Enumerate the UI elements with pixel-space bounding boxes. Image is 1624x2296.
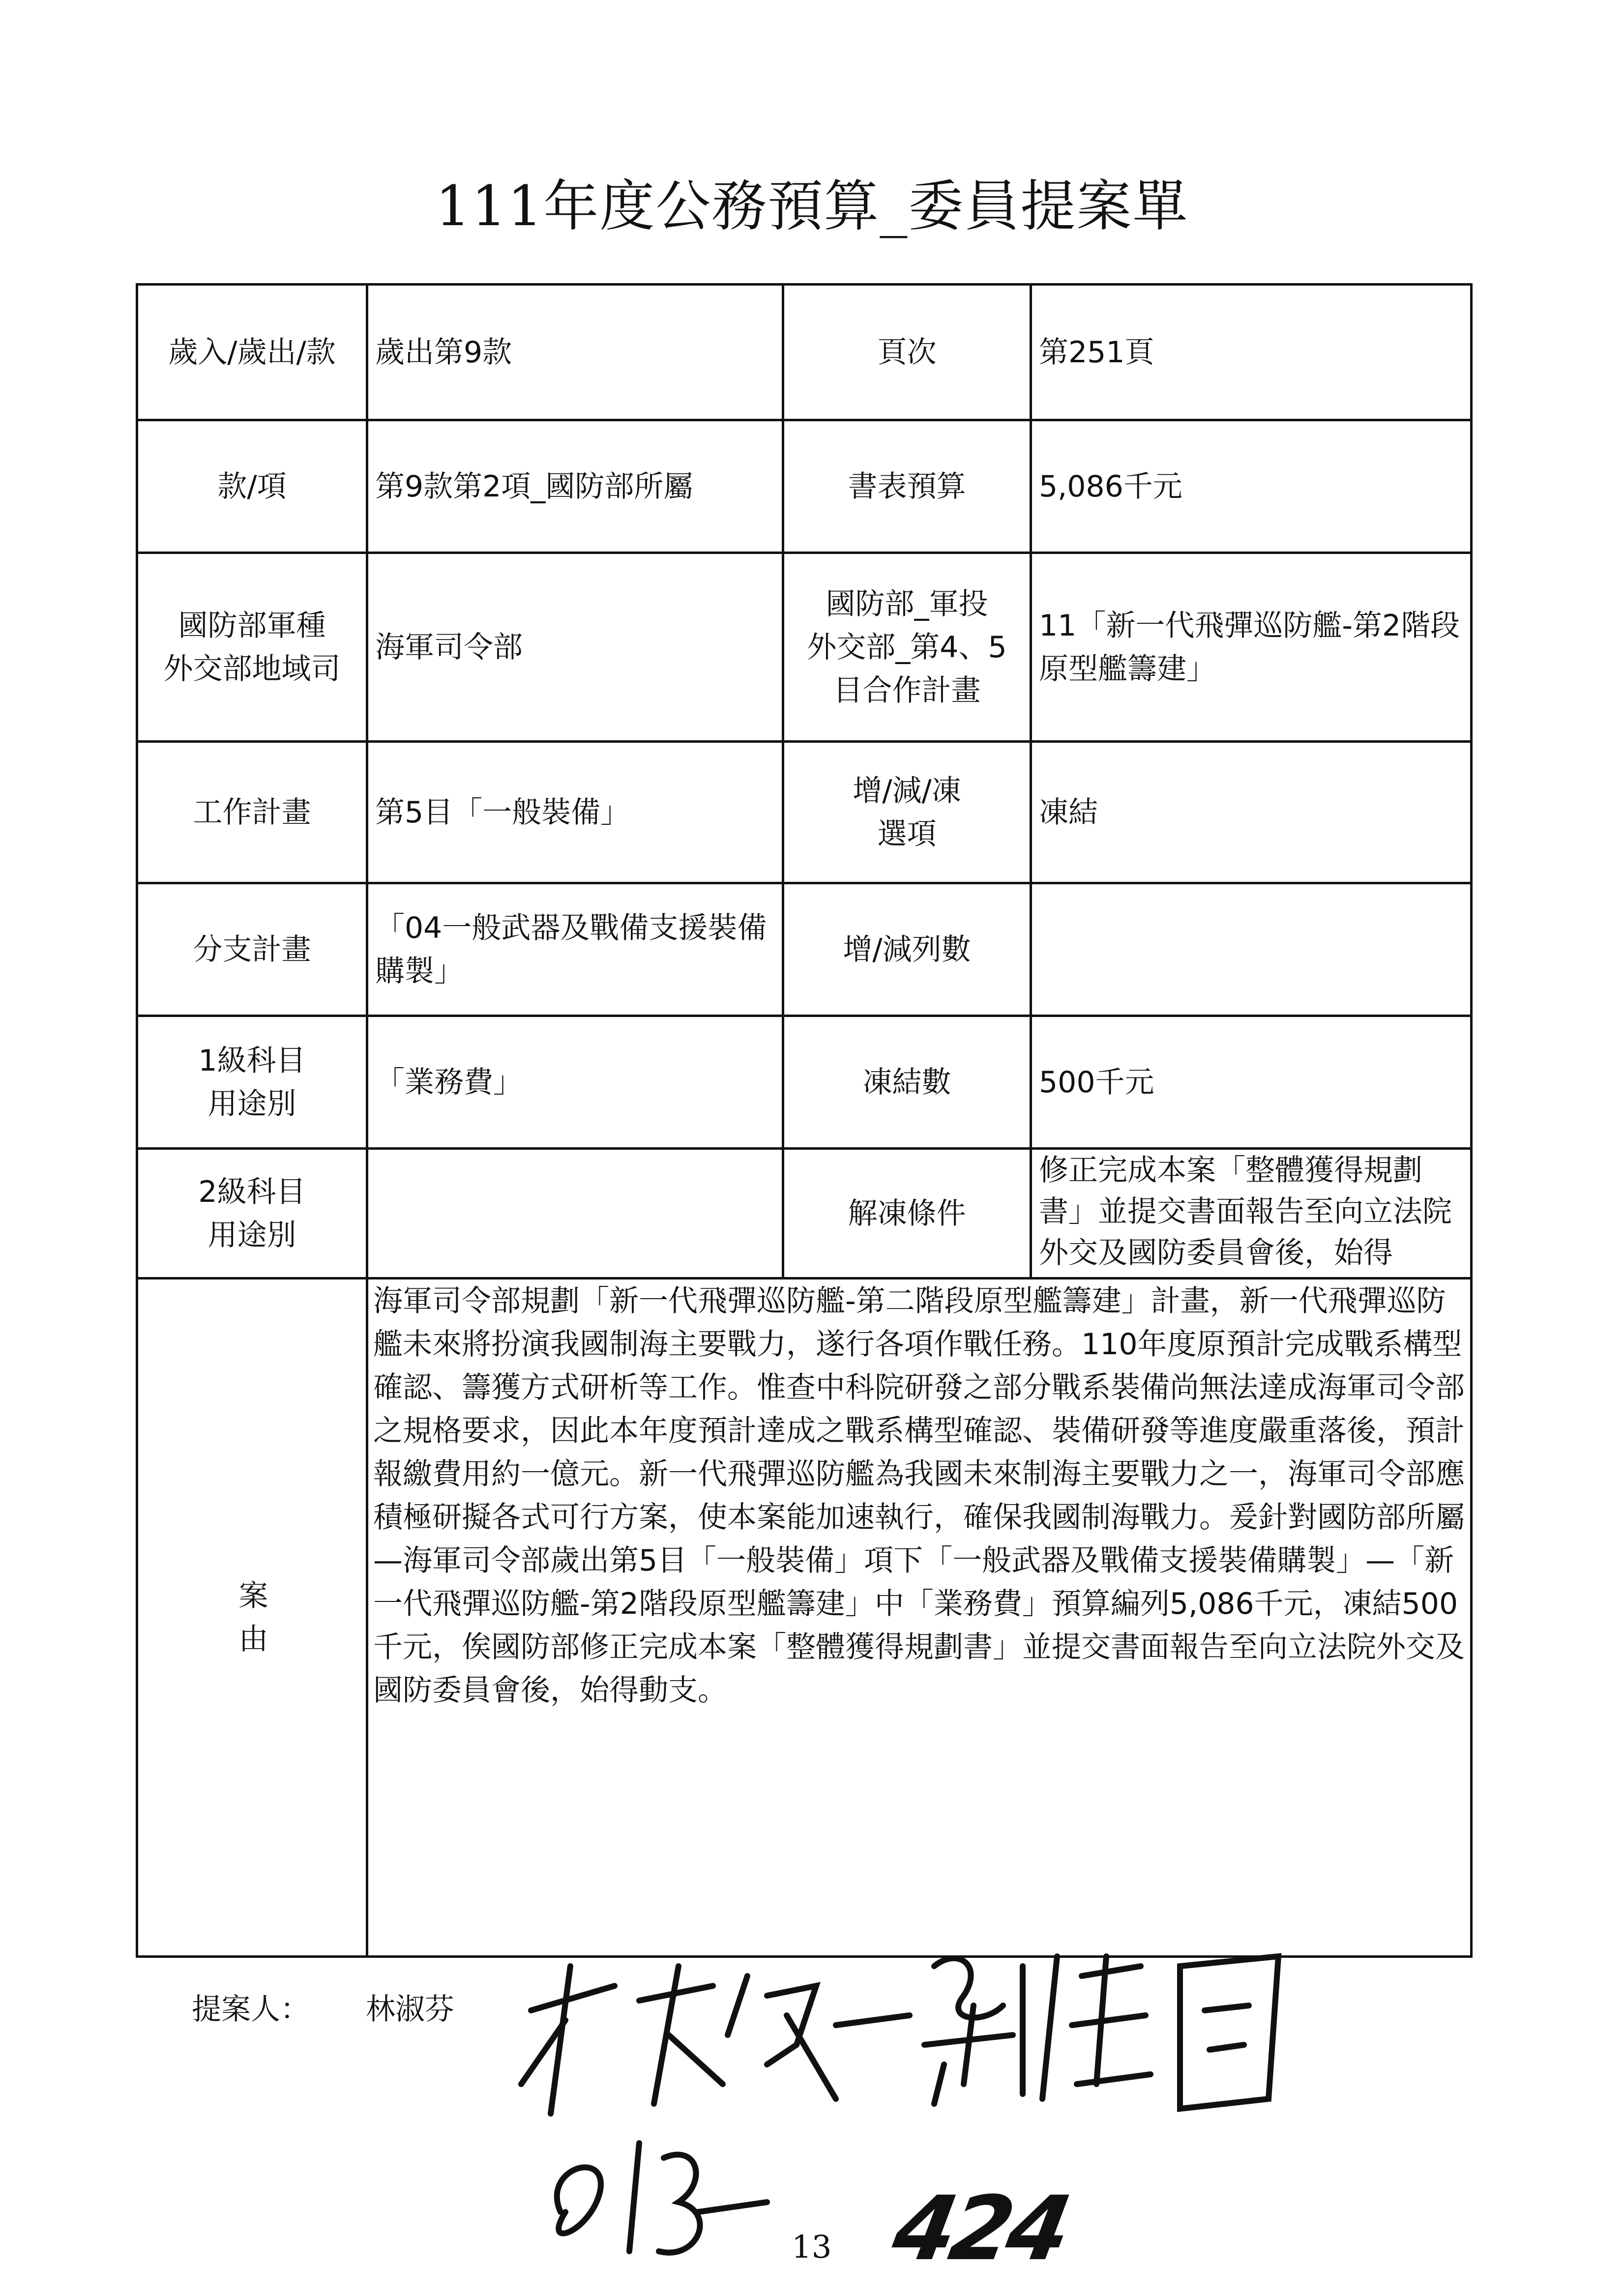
table-row — [137, 420, 1472, 553]
field-value: 第9款第2項_國防部所屬 — [367, 420, 783, 553]
page-title: 111年度公務預算_委員提案單 — [435, 174, 1189, 238]
table-row — [137, 742, 1472, 883]
field-label: 歲入/歲出/款 — [137, 285, 367, 420]
reason-row — [137, 1279, 1472, 1957]
proposer-name: 林淑芬 — [366, 1992, 454, 2027]
field-value: 11「新一代飛彈巡防艦-第2階段原型艦籌建」 — [1031, 553, 1472, 742]
field-label: 1級科目 用途別 — [137, 1016, 367, 1149]
field-value: 「業務費」 — [367, 1016, 783, 1149]
field-value: 修正完成本案「整體獲得規劃書」並提交書面報告至向立法院外交及國防委員會後，始得 — [1031, 1149, 1472, 1279]
field-value: 第5目「一般裝備」 — [367, 742, 783, 883]
reason-label: 案由 — [137, 1279, 367, 1957]
field-label: 分支計畫 — [137, 883, 367, 1016]
reason-text: 海軍司令部規劃「新一代飛彈巡防艦-第二階段原型艦籌建」計畫，新一代飛彈巡防艦未來將扮演我國制海主要戰力，遂行各項作戰任務。110年度原預計完成戰系構型確認、籌獲方式研析等工作。惟查中科院研發之部分戰系裝備尚無法達成海軍司令部之規格要求，因此本年度預計達成之戰系構型確認、裝備研發等進度嚴重落後，預計報繳費用約一億元。新一代飛彈巡防艦為我國未來制海主要戰力之一，海軍司令部應積極研擬各式可行方案，使本案能加速執行，確保我國制海戰力。爰針對國防部所屬—海軍司令部歲出第5目「一般裝備」項下「一般武器及戰備支援裝備購製」—「新一代飛彈巡防艦-第2階段原型艦籌建」中「業務費」預算編列5,086千元，凍結500千元，俟國防部修正完成本案「整體獲得規劃書」並提交書面報告至向立法院外交及國防委員會後，始得動支。 — [367, 1279, 1472, 1957]
field-value: 歲出第9款 — [367, 285, 783, 420]
field-value — [1031, 883, 1472, 1016]
proposer-label: 提案人： — [192, 1992, 310, 2027]
field-label: 增/減列數 — [783, 883, 1031, 1016]
table-row — [137, 1016, 1472, 1149]
table-row — [137, 1149, 1472, 1279]
table-row — [137, 285, 1472, 420]
field-label: 書表預算 — [783, 420, 1031, 553]
field-value: 第251頁 — [1031, 285, 1472, 420]
field-label: 國防部軍種 外交部地域司 — [137, 553, 367, 742]
field-value: 「04一般武器及戰備支援裝備購製」 — [367, 883, 783, 1016]
field-value — [367, 1149, 783, 1279]
field-value: 5,086千元 — [1031, 420, 1472, 553]
field-label: 工作計畫 — [137, 742, 367, 883]
field-label: 頁次 — [783, 285, 1031, 420]
field-label: 解凍條件 — [783, 1149, 1031, 1279]
page-number: 13 — [792, 2229, 832, 2266]
handwritten-number: 424 — [886, 2178, 1074, 2280]
field-label: 凍結數 — [783, 1016, 1031, 1149]
field-label: 款/項 — [137, 420, 367, 553]
field-label: 2級科目 用途別 — [137, 1149, 367, 1279]
proposal-table — [136, 283, 1473, 1958]
field-value: 凍結 — [1031, 742, 1472, 883]
field-value: 海軍司令部 — [367, 553, 783, 742]
table-row — [137, 883, 1472, 1016]
field-label: 國防部_軍投 外交部_第4、5 目合作計畫 — [783, 553, 1031, 742]
table-row — [137, 553, 1472, 742]
field-label: 增/減/凍 選項 — [783, 742, 1031, 883]
field-value: 500千元 — [1031, 1016, 1472, 1149]
